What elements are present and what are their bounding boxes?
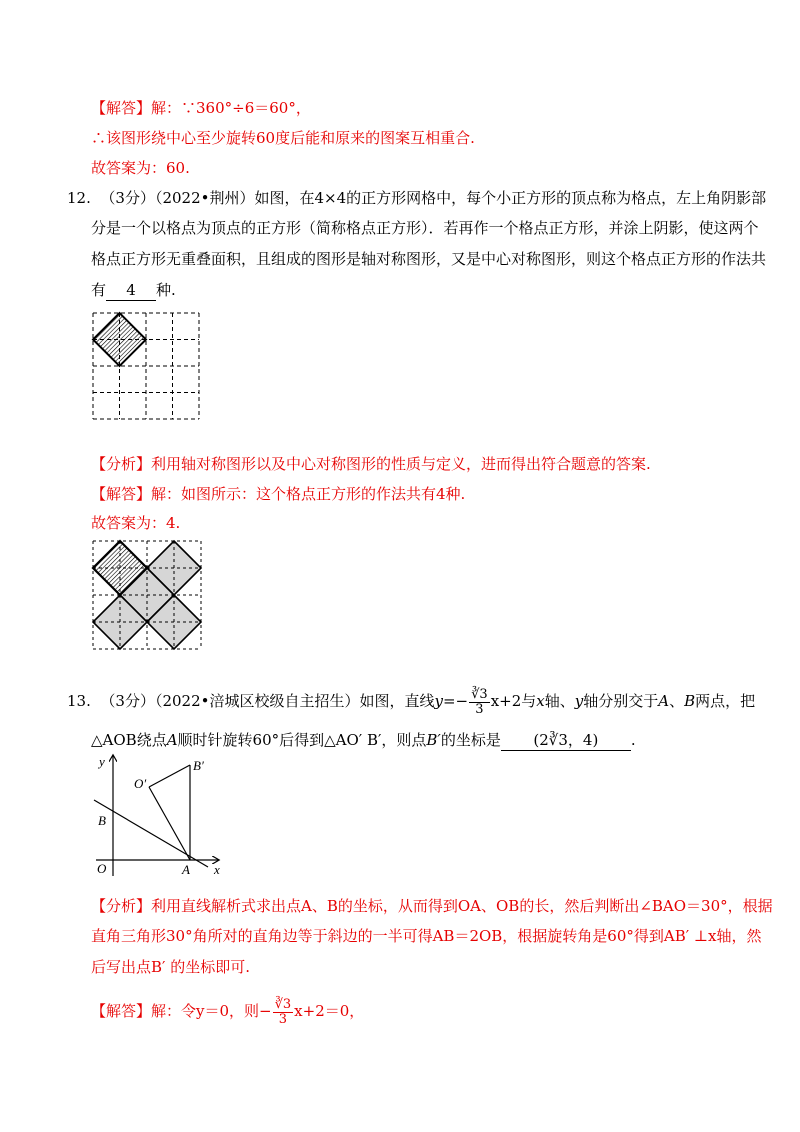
solve-tag: 【解答】 [91, 99, 152, 117]
q13-solve-line [91, 994, 364, 1028]
segment-o-prime-a [149, 787, 190, 860]
shaded-grid-square [93, 313, 146, 366]
q13-text-e: 两点，把 [695, 692, 756, 710]
q13-analysis-line3: 后写出点B′ 的坐标即可. [91, 958, 250, 976]
q13-analysis-line1 [91, 896, 773, 916]
fraction-denominator: 3 [278, 1011, 288, 1027]
solve-fraction [273, 998, 294, 1027]
line-ab [94, 800, 208, 867]
q13-text-d: 轴分别交于 [583, 692, 659, 710]
q13-text2-a: △AOB绕点 [91, 731, 167, 749]
solve-text: 解：∵360°÷6＝60°， [151, 99, 311, 117]
analysis-tag: 【分析】 [91, 455, 152, 473]
q13-x-var: x [536, 692, 545, 710]
label-b: B [98, 813, 106, 828]
q13-y-eq: y=− [434, 692, 469, 710]
q13-points: （3分） [100, 692, 155, 710]
analysis-text: 利用轴对称图形以及中心对称图形的性质与定义，进而得出符合题意的答案. [151, 455, 651, 473]
label-y: y [99, 754, 105, 769]
q13-text-a: 如图，直线 [359, 692, 435, 710]
label-o: O [97, 861, 107, 876]
segment-b-prime-o-prime [149, 765, 190, 787]
q13-analysis-line2: 直角三角形30°角所对的直角边等于斜边的一半可得AB＝2OB，根据旋转角是60°得到AB′ ⊥x轴，然 [91, 927, 762, 945]
analysis-tag: 【分析】 [91, 897, 152, 915]
q13-line2 [91, 730, 636, 751]
q13-point-b: B [684, 692, 696, 710]
q13-text2-c: 的坐标是 [440, 731, 501, 749]
q12-final-answer: 故答案为：4. [91, 514, 181, 532]
q13-text-b: x+2与 [490, 692, 537, 710]
solve-text: 解：如图所示：这个格点正方形的作法共有4种. [151, 485, 466, 503]
q12-solution-figure [90, 538, 206, 654]
q13-line1 [67, 684, 755, 718]
q13-answer-blank: (2∛3，4) [501, 730, 631, 751]
fraction-numerator: ∛3 [274, 996, 292, 1012]
prev-solve-line [91, 98, 311, 118]
solve-text-b: x+2＝0， [294, 1002, 365, 1020]
q12-line1 [67, 188, 766, 208]
q12-line2: 分是一个以格点为顶点的正方形（简称格点正方形）．若再作一个格点正方形，并涂上阴影，使这两个 [91, 219, 759, 237]
solve-text-a: 解：令y＝0，则− [151, 1002, 272, 1020]
q13-number: 13. [67, 692, 91, 710]
q13-period: . [630, 731, 636, 749]
q13-coordinate-figure [86, 752, 236, 880]
q13-text2-b: 顺时针旋转60°后得到△AO′ B′，则点 [177, 731, 427, 749]
label-b-prime: B′ [193, 758, 204, 773]
q12-line3: 格点正方形无重叠面积，且组成的图形是轴对称图形，又是中心对称图形，则这个格点正方形的作法共 [91, 250, 767, 268]
fraction-numerator: ∛3 [471, 686, 488, 702]
prev-final-answer: 故答案为：60. [91, 159, 190, 177]
q13-source: （2022•涪城区校级自主招生） [154, 692, 360, 710]
q12-line4-pre: 有 [91, 281, 107, 299]
q12-line4-post: 种. [156, 281, 176, 299]
solve-tag: 【解答】 [91, 1002, 152, 1020]
q13-text2-pa: A [166, 731, 178, 749]
q12-points: （3分） [100, 189, 155, 207]
label-a: A [182, 862, 190, 877]
q12-line4 [91, 280, 176, 301]
q12-number: 12. [67, 189, 91, 207]
label-o-prime: O′ [134, 776, 147, 791]
q12-answer-blank: 4 [106, 280, 156, 301]
analysis-text: 利用直线解析式求出点A、B的坐标，从而得到OA、OB的长，然后判断出∠BAO＝30°，根据 [151, 897, 773, 915]
q12-text1: 如图，在4×4的正方形网格中，每个小正方形的顶点称为格点，左上角阴影部 [254, 189, 767, 207]
prev-therefore-line: ∴该图形绕中心至少旋转60度后能和原来的图案互相重合. [91, 129, 475, 147]
label-x: x [214, 862, 220, 877]
solve-tag: 【解答】 [91, 485, 152, 503]
q12-grid-figure [90, 310, 202, 422]
q13-text2-pb: B′ [426, 731, 441, 749]
q12-solve [91, 484, 465, 504]
q12-analysis [91, 454, 651, 474]
q13-fraction [469, 688, 490, 717]
q12-source: （2022•荆州） [154, 189, 255, 207]
q13-point-a: A [658, 692, 670, 710]
q13-y-var: y [574, 692, 584, 710]
q13-sep: 、 [669, 692, 685, 710]
q13-text-c: 轴、 [544, 692, 575, 710]
fraction-denominator: 3 [475, 701, 484, 717]
